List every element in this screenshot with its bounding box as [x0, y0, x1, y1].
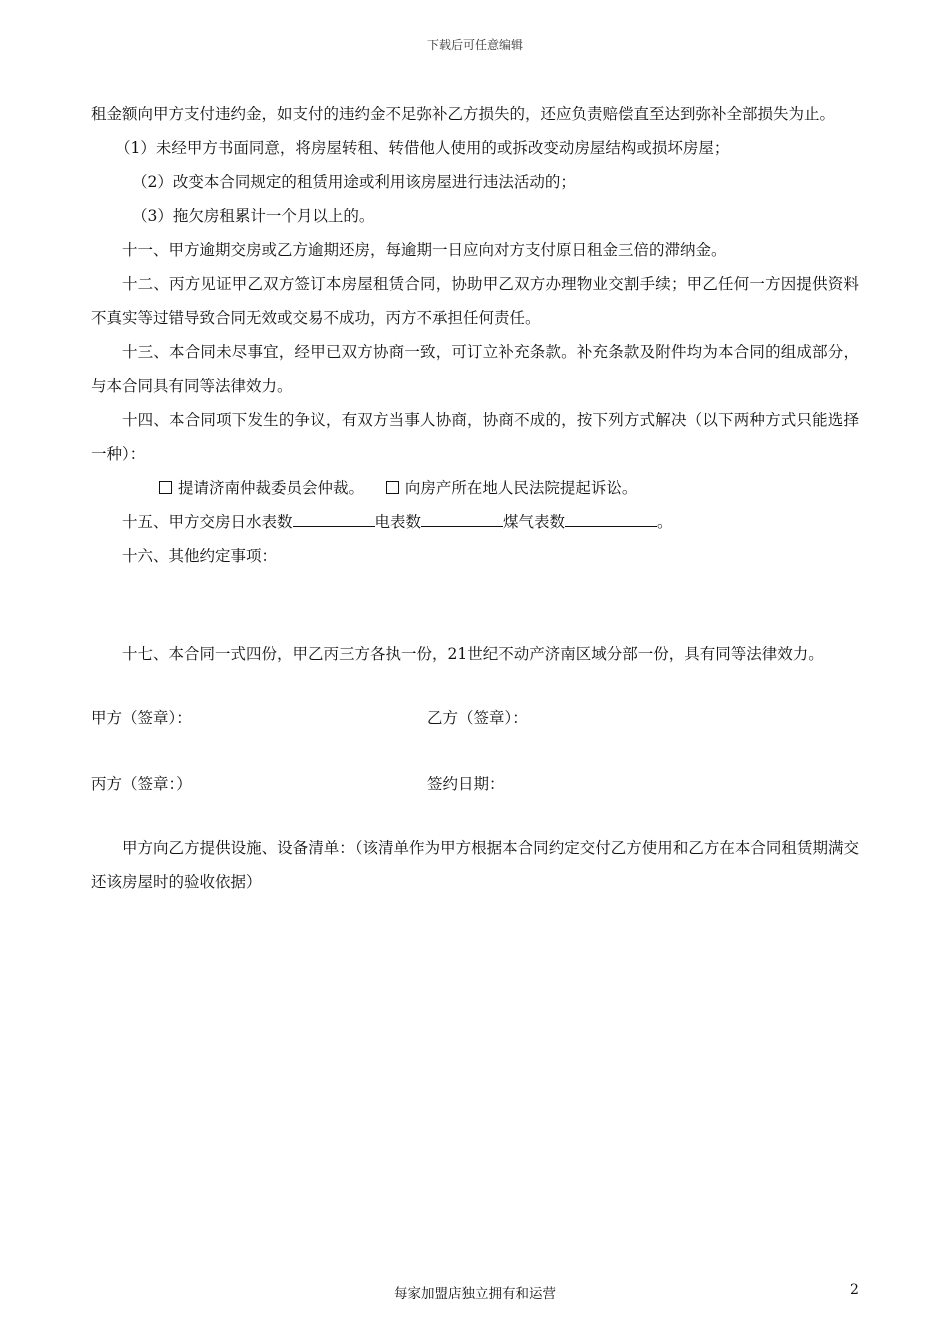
clause-15-water-label: 十五、甲方交房日水表数 [122, 513, 293, 531]
clause-13: 十三、本合同未尽事宜，经甲已双方协商一致，可订立补充条款。补充条款及附件均为本合同的组成部分，与本合同具有同等法律效力。 [91, 343, 859, 395]
clause-17: 十七、本合同一式四份，甲乙丙三方各执一份，21世纪不动产济南区域分部一份，具有同等法律效力。 [122, 645, 824, 663]
checkbox-arbitration[interactable] [159, 481, 172, 494]
breach-item-3: （3）拖欠房租累计一个月以上的。 [132, 207, 375, 225]
signature-party-c: 丙方（签章：） [91, 775, 192, 793]
signing-date: 签约日期： [427, 775, 505, 793]
document-body [91, 97, 859, 899]
water-meter-blank[interactable] [293, 512, 375, 527]
paragraph-continuation: 租金额向甲方支付违约金，如支付的违约金不足弥补乙方损失的，还应负责赔偿直至达到弥补全部损失为止。 [91, 105, 836, 123]
checkbox-litigation[interactable] [386, 481, 399, 494]
blank-space [91, 573, 859, 637]
clause-16: 十六、其他约定事项： [122, 547, 278, 565]
signature-row-2 [91, 767, 859, 801]
clause-14: 十四、本合同项下发生的争议，有双方当事人协商，协商不成的，按下列方式解决（以下两种方式只能选择一种）： [91, 411, 859, 463]
breach-item-2: （2）改变本合同规定的租赁用途或利用该房屋进行违法活动的； [132, 173, 576, 191]
signature-party-a: 甲方（签章）： [91, 709, 192, 727]
clause-12: 十二、丙方见证甲乙双方签订本房屋租赁合同，协助甲乙双方办理物业交割手续；甲乙任何一方因提供资料不真实等过错导致合同无效或交易不成功，丙方不承担任何责任。 [91, 275, 859, 327]
gas-meter-blank[interactable] [565, 512, 657, 527]
clause-15-elec-label: 电表数 [374, 513, 422, 531]
header-note: 下载后可任意编辑 [426, 38, 523, 52]
clause-15-end: 。 [657, 513, 673, 531]
breach-item-1: （1）未经甲方书面同意，将房屋转租、转借他人使用的或拆改变动房屋结构或损坏房屋； [115, 139, 730, 157]
dispute-options [91, 471, 859, 505]
equipment-list-intro: 甲方向乙方提供设施、设备清单：（该清单作为甲方根据本合同约定交付乙方使用和乙方在本合同租赁期满交还该房屋时的验收依据） [91, 839, 859, 891]
option-arbitration: 提请济南仲裁委员会仲裁。 [178, 479, 365, 497]
signature-party-b: 乙方（签章）： [427, 709, 528, 727]
page-number: 2 [850, 1282, 859, 1298]
clause-15 [91, 505, 859, 539]
electric-meter-blank[interactable] [421, 512, 503, 527]
clause-11: 十一、甲方逾期交房或乙方逾期还房，每逾期一日应向对方支付原日租金三倍的滞纳金。 [122, 241, 727, 259]
footer-text: 每家加盟店独立拥有和运营 [394, 1286, 556, 1302]
option-litigation: 向房产所在地人民法院提起诉讼。 [404, 479, 638, 497]
signature-row-1 [91, 701, 859, 735]
clause-15-gas-label: 煤气表数 [503, 513, 566, 531]
